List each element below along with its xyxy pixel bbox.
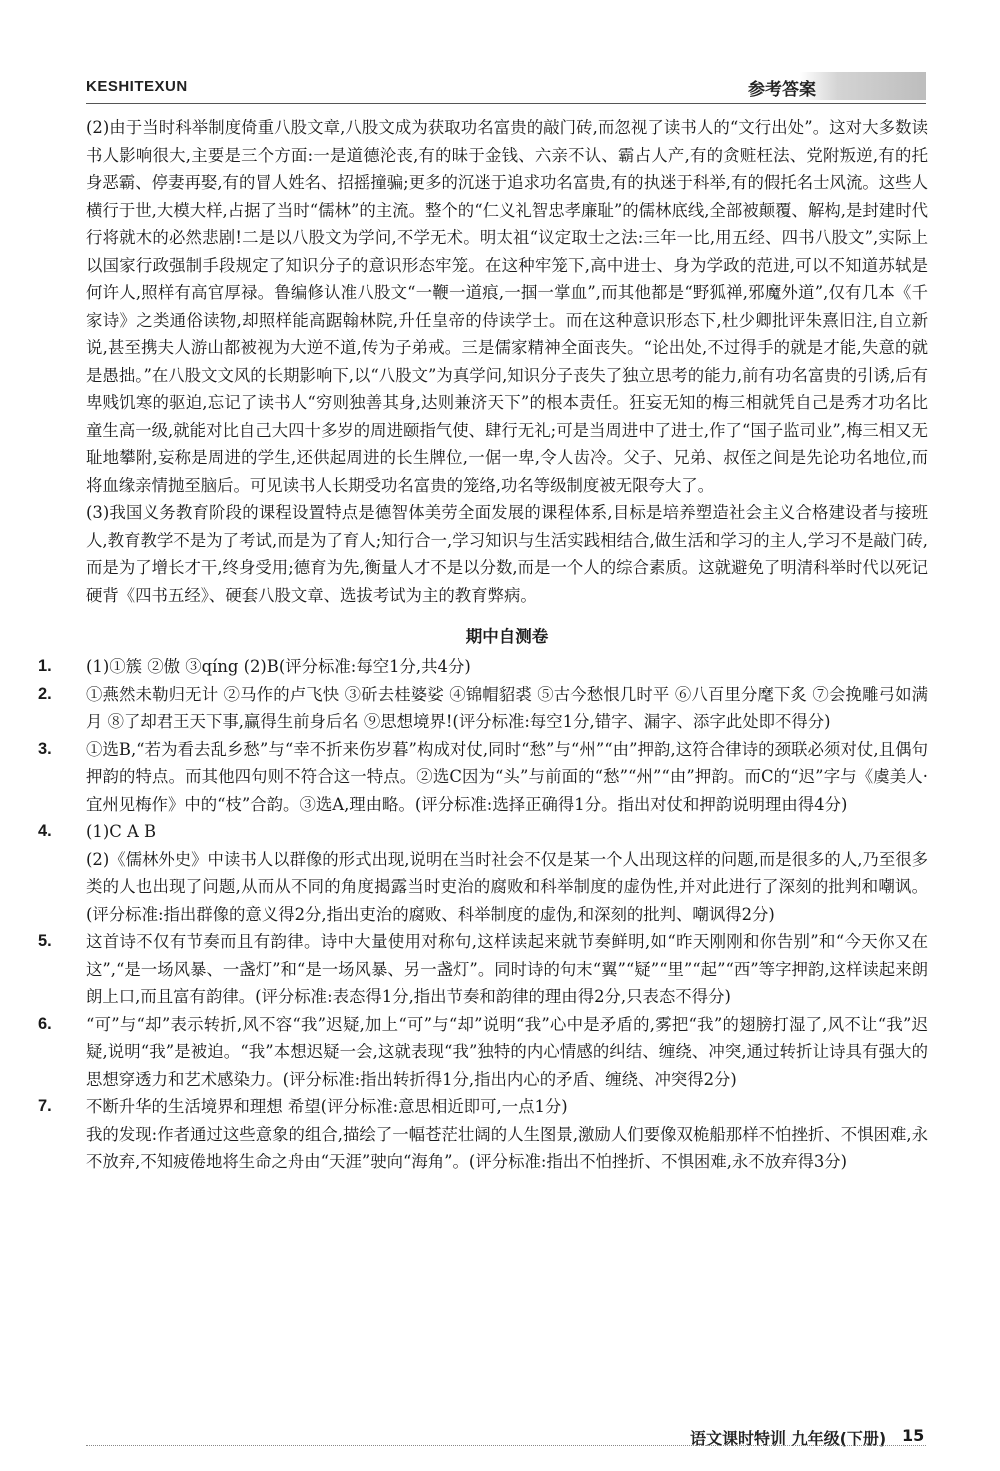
question-item [38,736,928,819]
question-answer: 这首诗不仅有节奏而且有韵律。诗中大量使用对称句,这样读起来就节奏鲜明,如“昨天刚刚和你告别”和“今天你又在这”,“是一场风暴、一盏灯”和“是一场风暴、另一盏灯”。同时诗的句末“翼”“疑”“里”“起”“西”等字押韵,这样读起来朗朗上口,而且富有韵律。(评分标准:表态得1分,指出节奏和韵律的理由得2分,只表态不得分) [86,932,928,1006]
footer-divider [86,1445,926,1447]
question-number: 2. [38,684,52,703]
question-number: 7. [38,1097,52,1115]
question-number: 3. [38,739,52,758]
question-item [38,928,928,1011]
section-label: 参考答案 [748,80,816,100]
question-number: 6. [38,1014,52,1033]
page-footer [0,1418,1000,1458]
question-answer: (1)①簇 ②傲 ③qíng (2)B(评分标准:每空1分,共4分) [86,657,471,676]
header-divider [86,103,926,104]
question-answer: 不断升华的生活境界和理想 希望(评分标准:意思相近即可,一点1分) [86,1097,568,1116]
question-item [38,681,928,736]
page-content [38,114,928,1176]
answer-paragraph-2: (2)由于当时科举制度倚重八股文章,八股文成为获取功名富贵的敲门砖,而忽视了读书人的“文行出处”。这对大多数读书人影响很大,主要是三个方面:一是道德沦丧,有的昧于金钱、六亲不认、霸占人产,有的贪赃枉法、党附叛逆,有的托身恶霸、停妻再娶,有的冒人姓名、招摇撞骗;更多的沉迷于追求功名富贵,有的执迷于科举,有的假托名士风流。这些人横行于世,大模大样,占据了当时“儒林”的主流。整个的“仁义礼智忠孝廉耻”的儒林底线,全部被颠覆、解构,是封建时代行将就木的必然悲剧!二是以八股文为学问,不学无术。明太祖“议定取士之法:三年一比,用五经、四书八股文”,实际上以国家行政强制手段规定了知识分子的意识形态牢笼。在这种牢笼下,高中进士、身为学政的范进,可以不知道苏轼是何许人,照样有高官厚禄。鲁编修认准八股文“一鞭一道痕,一掴一掌血”,而其他都是“野狐禅,邪魔外道”,仅有几本《千家诗》之类通俗读物,却照样能高踞翰林院,升任皇帝的侍读学士。而在这种意识形态下,杜少卿批评朱熹旧注,自立新说,甚至携夫人游山都被视为大逆不道,传为子弟戒。三是儒家精神全面丧失。“论出处,不过得手的就是才能,失意的就是愚拙。”在八股文文风的长期影响下,以“八股文”为真学问,知识分子丧失了独立思考的能力,前有功名富贵的引诱,后有卑贱饥寒的驱迫,忘记了读书人“穷则独善其身,达则兼济天下”的根本责任。狂妄无知的梅三相就凭自己是秀才功名比童生高一级,就能对比自己大四十多岁的周进颐指气使、肆行无礼;可是当周进中了进士,作了“国子监司业”,梅三相又无耻地攀附,妄称是周进的学生,还供起周进的长生牌位,一倨一卑,令人齿冷。父子、兄弟、叔侄之间是先论功名地位,而将血缘亲情抛至脑后。可见读书人长期受功名富贵的笼络,功名等级制度被无限夸大了。 [86,118,928,495]
section-tag-background [800,72,926,100]
question-answer: 我的发现:作者通过这些意象的组合,描绘了一幅苍茫壮阔的人生图景,激励人们要像双桅船那样不怕挫折、不惧困难,永不放弃,不知疲倦地将生命之舟由“天涯”驶向“海角”。(评分标准:指出不怕挫折、不惧困难,永不放弃得3分) [86,1124,928,1171]
question-item [38,1011,928,1094]
question-answer: ①燕然未勒归无计 ②马作的卢飞快 ③斫去桂婆娑 ④锦帽貂裘 ⑤古今愁恨几时平 ⑥八百里分麾下炙 ⑦会挽雕弓如满月 ⑧了却君王天下事,赢得生前身后名 ⑨思想境界!(评分标准:每空1分,错字、漏字、添字此处即不得分) [86,684,928,731]
answer-paragraph-3: (3)我国义务教育阶段的课程设置特点是德智体美劳全面发展的课程体系,目标是培养塑造社会主义合格建设者与接班人,教育教学不是为了考试,而是为了育人;知行合一,学习知识与生活实践相结合,做生活和学习的主人,学习不是敲门砖,而是为了增长才干,终身受用;德育为先,衡量人才不是以分数,而是一个人的综合素质。这就避免了明清科举时代以死记硬背《四书五经》、硬套八股文章、选拔考试为主的教育弊病。 [86,503,928,605]
page-header [0,58,1000,106]
question-number: 5. [38,932,52,950]
question-answer: (1)C A B [86,822,157,841]
section-title: 期中自测卷 [465,627,549,646]
question-answer: “可”与“却”表示转折,风不容“我”迟疑,加上“可”与“却”说明“我”心中是矛盾的,雾把“我”的翅膀打湿了,风不让“我”迟疑,说明“我”是被迫。“我”本想迟疑一会,这就表现“我”独特的内心情感的纠结、缠绕、冲突,通过转折让诗具有强大的思想穿透力和艺术感染力。(评分标准:指出转折得1分,指出内心的矛盾、缠绕、冲突得2分) [86,1014,928,1089]
question-list [38,653,928,1176]
question-answer: ①选B,“若为看去乱乡愁”与“幸不折来伤岁暮”构成对仗,同时“愁”与“州”“由”押韵,这符合律诗的颈联必须对仗,且偶句押韵的特点。而其他四句则不符合这一特点。②选C因为“头”与前面的“愁”“州”“由”押韵。而C的“迟”字与《虞美人·宜州见梅作》中的“枝”合韵。③选A,理由略。(评分标准:选择正确得1分。指出对仗和押韵说明理由得4分) [86,739,928,814]
question-number: 4. [38,822,52,840]
question-answer: (2)《儒林外史》中读书人以群像的形式出现,说明在当时社会不仅是某一个人出现这样的问题,而是很多的人,乃至很多类的人也出现了问题,从而从不同的角度揭露当时吏治的腐败和科举制度的虚伪性,并对此进行了深刻的批判和嘲讽。(评分标准:指出群像的意义得2分,指出吏治的腐败、科举制度的虚伪,和深刻的批判、嘲讽得2分) [86,849,928,924]
question-number: 1. [38,657,52,675]
question-item [38,818,928,928]
footer-book-title: 语文课时特训 九年级(下册) [690,1429,887,1448]
question-item [38,653,928,681]
brand-label: KESHITEXUN [86,78,188,95]
question-item [38,1093,928,1176]
page-number: 15 [902,1426,925,1445]
